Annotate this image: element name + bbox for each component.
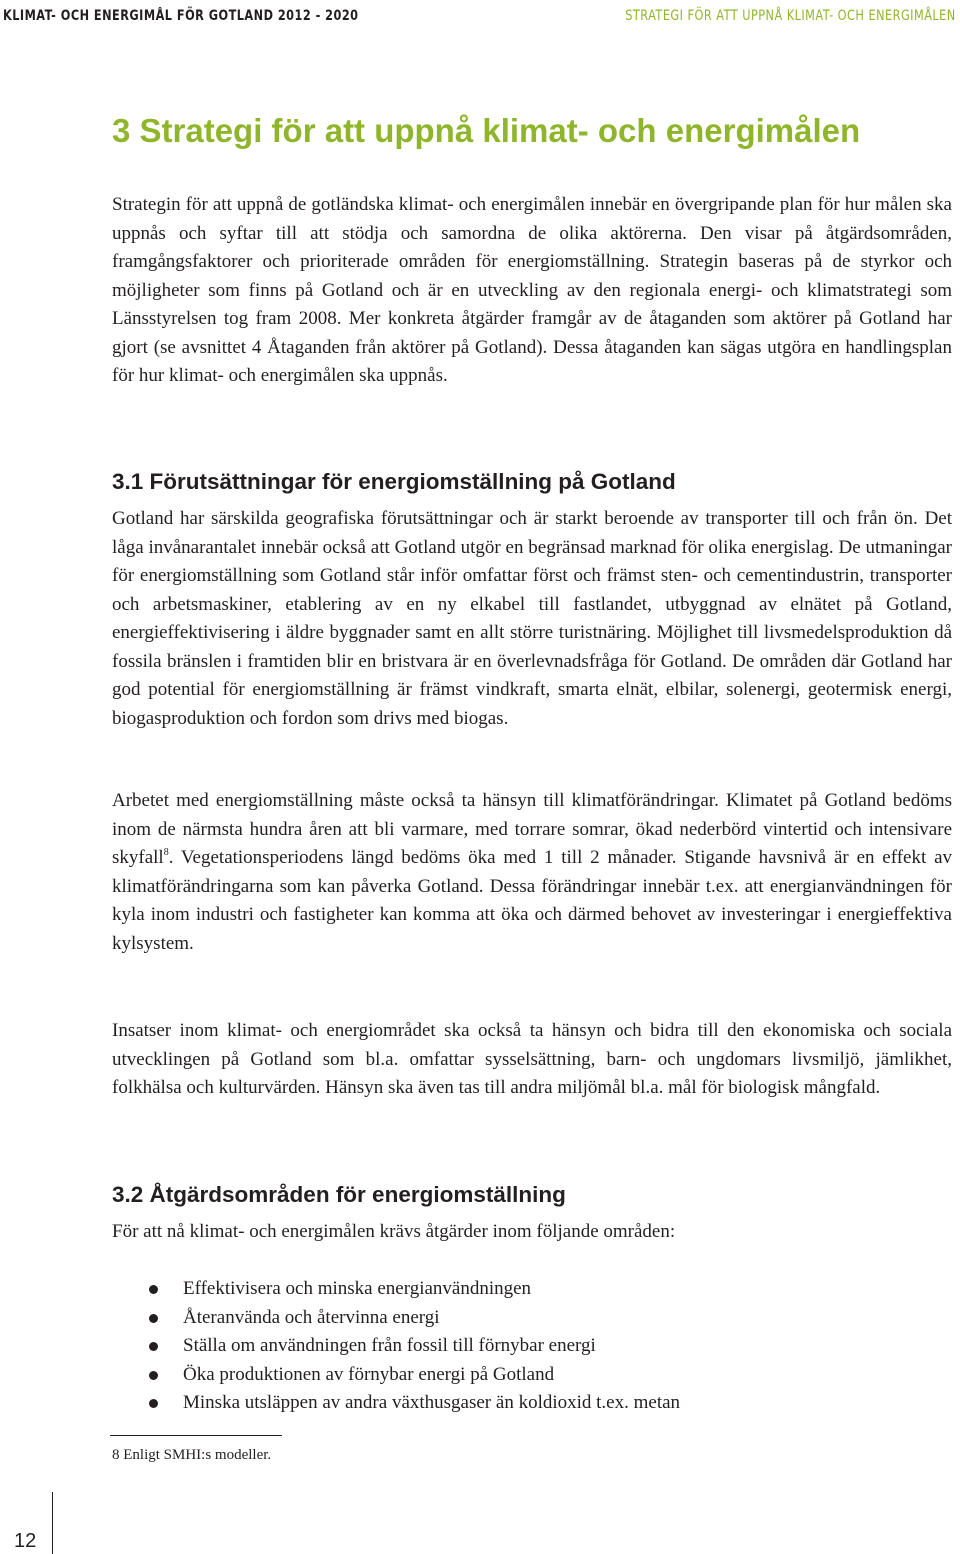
measures-list — [112, 1275, 952, 1418]
list-item-text: Öka produktionen av förnybar energi på Gotland — [183, 1363, 555, 1385]
bullet-icon — [149, 1285, 158, 1294]
section-3-2-heading: 3.2 Åtgärdsområden för energiomställning — [112, 1182, 566, 1207]
bullet-icon — [149, 1399, 158, 1408]
list-item-text: Effektivisera och minska energianvändningen — [183, 1278, 532, 1299]
list-item — [112, 1304, 952, 1333]
bullet-icon — [149, 1314, 158, 1323]
running-header-left: KLIMAT- OCH ENERGIMÅL FÖR GOTLAND 2012 - 2020 — [3, 8, 359, 24]
paragraph-text: . Vegetationsperiodens längd bedöms öka med 1 till 2 månader. Stigande havsnivå är en effekt av klimatförändringarna som kan påverka Gotland. Dessa förändringar innebär t.ex. att energianvändningen för kyla inom industri och fastigheter kan komma att öka och därmed behovet av investeringar i energieffektiva kylsystem. — [112, 847, 952, 954]
section-3-1-paragraph-2 — [112, 787, 952, 958]
intro-paragraph: Strategin för att uppnå de gotländska klimat- och energimålen innebär en övergripande plan för hur målen ska uppnås och syftar till att stödja och samordna de olika aktörerna. Den visar på åtgärdsområden, framgångsfaktorer och prioriterade områden för energiomställning. Strategin baseras på de styrkor och möjligheter som finns på Gotland och är en utveckling av den regionala energi- och klimatstrategi som Länsstyrelsen tog fram 2008. Mer konkreta åtgärder framgår av de åtaganden som aktörer på Gotland har gjort (se avsnittet 4 Åtaganden från aktörer på Gotland). Dessa åtaganden kan sägas utgöra en handlingsplan för hur klimat- och energimålen ska uppnås. — [112, 194, 952, 386]
page-number: 12 — [14, 1530, 37, 1552]
footnote-divider — [110, 1435, 282, 1436]
footnote: 8 Enligt SMHI:s modeller. — [112, 1447, 272, 1463]
list-item-text: Återanvända och återvinna energi — [183, 1306, 440, 1328]
section-3-1-paragraph-3: Insatser inom klimat- och energiområdet ska också ta hänsyn och bidra till den ekonomiska och sociala utvecklingen på Gotland som bl.a. omfattar sysselsättning, barn- och ungdomars livsmiljö, jämlikhet, folkhälsa och kulturvärden. Hänsyn ska även tas till andra miljömål bl.a. mål för biologisk mångfald. — [112, 1020, 952, 1098]
bullet-icon — [149, 1342, 158, 1351]
section-3-2-intro: För att nå klimat- och energimålen krävs åtgärder inom följande områden: — [112, 1221, 676, 1242]
list-item-text: Minska utsläppen av andra växthusgaser än koldioxid t.ex. metan — [183, 1392, 681, 1414]
bullet-icon — [149, 1371, 158, 1380]
chapter-title: 3 Strategi för att uppnå klimat- och energimålen — [112, 112, 861, 149]
list-item — [112, 1275, 952, 1304]
list-item-text: Ställa om användningen från fossil till förnybar energi — [183, 1335, 596, 1357]
footnote-reference: 8 — [163, 847, 169, 858]
running-header-right: STRATEGI FÖR ATT UPPNÅ KLIMAT- OCH ENERGIMÅLEN — [625, 8, 956, 24]
list-item — [112, 1389, 952, 1418]
section-3-1-paragraph-1: Gotland har särskilda geografiska förutsättningar och är starkt beroende av transporter till och från ön. Det låga invånarantalet innebär också att Gotland utgör en begränsad marknad för olika energislag. De utmaningar för energiomställning som Gotland står inför omfattar först och främst sten- och cementindustrin, transporter och arbetsmaskiner, etablering av en ny elkabel till fastlandet, utbyggnad av elnätet på Gotland, energieffektivisering i äldre byggnader samt en allt större turistnäring. Möjlighet till livsmedelsproduktion då fossila bränslen i framtiden blir en bristvara är en överlevnadsfråga för Gotland. De områden där Gotland har god potential för energiomställning är främst vindkraft, smarta elnät, elbilar, solenergi, geotermisk energi, biogasproduktion och fordon som drivs med biogas. — [112, 508, 952, 729]
section-3-1-heading: 3.1 Förutsättningar för energiomställning på Gotland — [112, 469, 676, 494]
paragraph-text: Arbetet med energiomställning måste också ta hänsyn till klimatförändringar. Klimatet på Gotland bedöms inom de närmsta hundra åren att bli varmare, med torrare somrar, ökad nederbörd vintertid och intensivare skyfall — [112, 790, 952, 868]
list-item — [112, 1332, 952, 1361]
list-item — [112, 1361, 952, 1390]
